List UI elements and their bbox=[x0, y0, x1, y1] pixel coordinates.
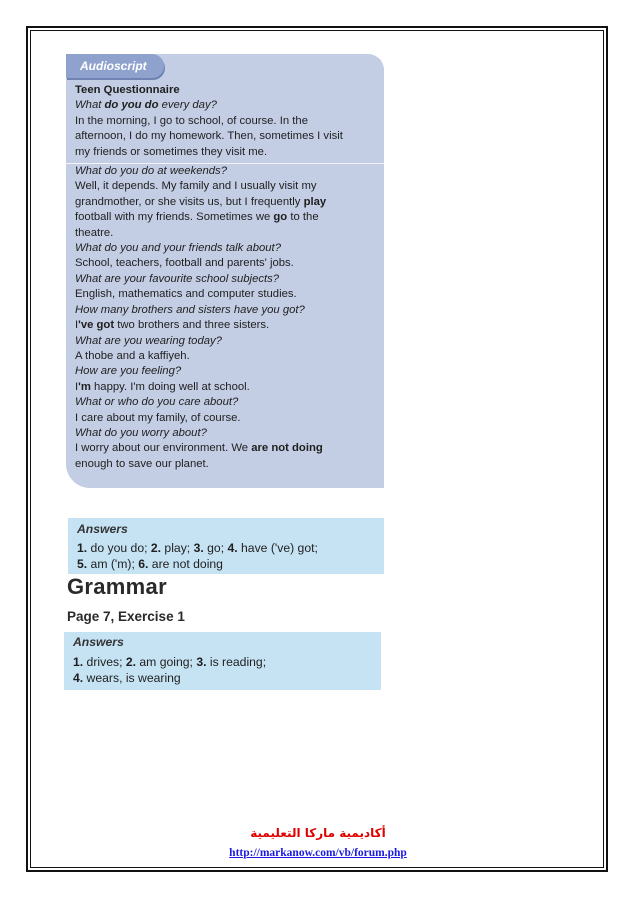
answer-9-line: enough to save our planet. bbox=[75, 457, 209, 470]
grammar-heading: Grammar bbox=[67, 574, 167, 599]
answer-2-line: football with my friends. Sometimes we go to the bbox=[75, 211, 319, 224]
answers-line: 4. wears, is wearing bbox=[73, 671, 181, 685]
answers-line: 5. am ('m); 6. are not doing bbox=[77, 557, 223, 571]
answer-1-line: afternoon, I do my homework. Then, sometimes I visit bbox=[75, 130, 343, 143]
answer-2-line: Well, it depends. My family and I usually visit my bbox=[75, 180, 317, 193]
questionnaire-heading: Teen Questionnaire bbox=[75, 84, 180, 96]
answer-7: I'm happy. I'm doing well at school. bbox=[75, 380, 250, 393]
answers-box-audioscript bbox=[68, 518, 384, 574]
answer-4: English, mathematics and computer studies. bbox=[75, 288, 297, 301]
answer-9-line: I worry about our environment. We are not doing bbox=[75, 442, 323, 455]
answer-3: School, teachers, football and parents' jobs. bbox=[75, 257, 294, 270]
footer-link[interactable]: http://markanow.com/vb/forum.php bbox=[229, 847, 407, 859]
answer-5: I've got two brothers and three sisters. bbox=[75, 319, 270, 332]
question-2: What do you do at weekends? bbox=[75, 165, 227, 178]
audioscript-tab: Audioscript bbox=[66, 54, 164, 78]
exercise-subheading: Page 7, Exercise 1 bbox=[67, 609, 185, 624]
answer-8: I care about my family, of course. bbox=[75, 411, 241, 424]
answer-1-line: In the morning, I go to school, of course. In the bbox=[75, 114, 308, 127]
question-6: What are you wearing today? bbox=[75, 334, 222, 347]
answer-1-line: my friends or sometimes they visit me. bbox=[75, 145, 268, 158]
answer-2-line: grandmother, or she visits us, but I frequently play bbox=[75, 195, 327, 208]
question-9: What do you worry about? bbox=[75, 426, 207, 439]
question-8: What or who do you care about? bbox=[75, 396, 239, 409]
audioscript-text bbox=[75, 83, 375, 472]
question-4: What are your favourite school subjects? bbox=[75, 272, 280, 285]
footer-arabic-title: أكاديمية ماركا التعليمية bbox=[250, 826, 386, 840]
answers-box-grammar bbox=[64, 632, 381, 690]
audioscript-panel bbox=[66, 54, 384, 488]
answers-line: 1. drives; 2. am going; 3. is reading; bbox=[73, 655, 267, 669]
question-7: How are you feeling? bbox=[75, 365, 182, 378]
answer-2-line: theatre. bbox=[75, 226, 114, 239]
question-1: What do you do every day? bbox=[75, 99, 217, 112]
answers-line: 1. do you do; 2. play; 3. go; 4. have ('ve) got; bbox=[77, 541, 318, 555]
answers-title: Answers bbox=[77, 522, 128, 536]
answer-6: A thobe and a kaffiyeh. bbox=[75, 349, 190, 362]
question-3: What do you and your friends talk about? bbox=[75, 242, 281, 255]
question-5: How many brothers and sisters have you got? bbox=[75, 303, 305, 316]
answers-title: Answers bbox=[73, 635, 124, 649]
